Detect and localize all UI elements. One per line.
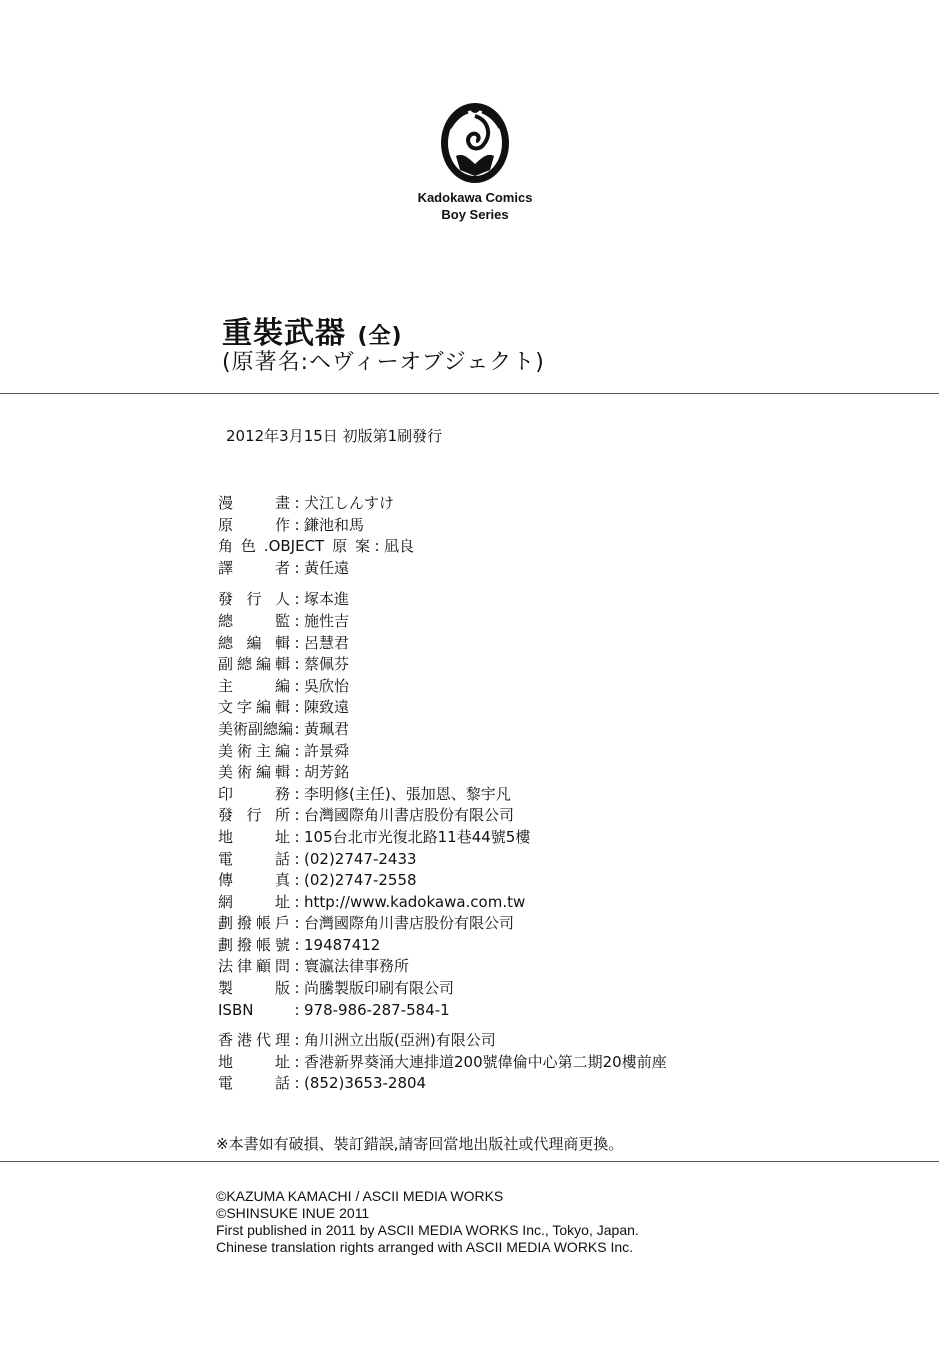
credit-row	[218, 978, 667, 1000]
credit-value: (02)2747-2433	[304, 849, 417, 868]
credit-value: 施性吉	[304, 611, 350, 630]
book-title-suffix: (全)	[357, 324, 403, 349]
credit-label: 劃撥帳號	[218, 935, 290, 954]
credit-label: 主編	[218, 676, 290, 695]
credit-row	[218, 784, 667, 806]
credit-row	[218, 633, 667, 655]
series-name: Boy Series	[441, 207, 509, 222]
credit-label: 電話	[218, 849, 290, 868]
credit-label: 角色.OBJECT原案	[218, 537, 370, 556]
credit-label: 網址	[218, 892, 290, 911]
credit-value: 塚本進	[304, 590, 350, 609]
credit-value: 黃珮君	[304, 719, 350, 738]
credit-row	[218, 805, 667, 827]
credit-separator: :	[294, 871, 300, 890]
credit-separator: :	[294, 633, 300, 652]
credit-label: 漫畫	[218, 494, 290, 512]
credit-row	[218, 741, 667, 763]
credit-separator: :	[374, 537, 380, 556]
credit-label: 法律顧問	[218, 957, 290, 976]
credits-group-creators	[218, 493, 667, 579]
phoenix-emblem-icon	[436, 98, 514, 188]
credit-value: 19487412	[304, 935, 381, 954]
credit-label: 香港代理	[218, 1031, 290, 1050]
credit-separator: :	[294, 558, 300, 577]
credit-separator: :	[294, 914, 300, 933]
credit-row	[218, 827, 667, 849]
credit-value: 胡芳銘	[304, 763, 350, 782]
credit-row	[218, 870, 667, 892]
credit-label: 地址	[218, 827, 290, 846]
credit-separator: :	[294, 515, 300, 534]
credit-row	[218, 654, 667, 676]
credit-value: 蔡佩芬	[304, 655, 350, 674]
credit-separator: :	[294, 655, 300, 674]
credit-separator: :	[294, 806, 300, 825]
credit-value: 犬江しんすけ	[304, 494, 395, 512]
credit-label: 發行所	[218, 806, 290, 825]
credits-group-hk-agent	[218, 1030, 667, 1095]
credit-label: 製版	[218, 979, 290, 998]
divider	[0, 393, 939, 394]
copyright-line: First published in 2011 by ASCII MEDIA WORKS Inc., Tokyo, Japan.	[216, 1222, 639, 1238]
credit-separator: :	[294, 590, 300, 609]
copyright-line: ©SHINSUKE INUE 2011	[216, 1205, 370, 1221]
credit-value: (02)2747-2558	[304, 871, 417, 890]
credit-row	[218, 493, 667, 515]
credit-separator: :	[294, 979, 300, 998]
credit-separator: :	[294, 494, 300, 512]
credit-row	[218, 935, 667, 957]
credit-row	[218, 719, 667, 741]
credit-label: 原作	[218, 515, 290, 534]
credit-value: 凪良	[384, 537, 415, 556]
credit-label: ISBN	[218, 1000, 254, 1019]
credit-value: 角川洲立出版(亞洲)有限公司	[304, 1031, 496, 1050]
credit-label: 美術編輯	[218, 763, 290, 782]
credit-separator: :	[294, 698, 300, 717]
credit-row	[218, 913, 667, 935]
publisher-brand: Kadokawa Comics	[417, 190, 533, 205]
credit-separator: :	[294, 892, 300, 911]
credit-value: 陳致遠	[304, 698, 350, 717]
original-title: (原著名:ヘヴィーオブジェクト)	[222, 350, 545, 375]
copyright-line: ©KAZUMA KAMACHI / ASCII MEDIA WORKS	[216, 1188, 504, 1204]
credit-row	[218, 697, 667, 719]
credit-row	[218, 849, 667, 871]
credits-group-publishing	[218, 589, 667, 1021]
credit-row	[218, 956, 667, 978]
credit-label: 發行人	[218, 590, 290, 609]
credit-separator: :	[294, 827, 300, 846]
credit-label: 總監	[218, 611, 290, 630]
credit-separator: :	[294, 676, 300, 695]
credit-label: 劃撥帳戶	[218, 914, 290, 933]
credit-row	[218, 1000, 667, 1022]
credit-separator: :	[294, 957, 300, 976]
credit-separator: :	[294, 1000, 300, 1019]
credit-separator: :	[294, 784, 300, 803]
credit-row	[218, 611, 667, 633]
credit-row	[218, 558, 667, 580]
credit-value: 黃任遠	[304, 558, 350, 577]
credit-value: 鎌池和馬	[304, 515, 365, 534]
credit-value: 香港新界葵涌大連排道200號偉倫中心第二期20樓前座	[304, 1052, 667, 1071]
credit-value: 台灣國際角川書店股份有限公司	[304, 806, 515, 825]
credit-label: 副總編輯	[218, 655, 290, 674]
credit-label: 文字編輯	[218, 698, 290, 717]
credit-value: 吳欣怡	[304, 676, 350, 695]
credit-value: 台灣國際角川書店股份有限公司	[304, 914, 515, 933]
credit-value: 105台北市光復北路11巷44號5樓	[304, 827, 531, 846]
credit-row	[218, 515, 667, 537]
credit-separator: :	[294, 763, 300, 782]
credit-value: 李明修(主任)、張加恩、黎宇凡	[304, 784, 511, 803]
credit-label: 美術副總編	[218, 719, 294, 738]
copyright-line: Chinese translation rights arranged with ASCII MEDIA WORKS Inc.	[216, 1239, 634, 1255]
edition-date: 2012年3月15日 初版第1刷發行	[226, 427, 443, 445]
book-title-text: 重裝武器	[222, 316, 346, 351]
credit-value: 許景舜	[304, 741, 350, 760]
credit-separator: :	[294, 719, 300, 738]
credit-separator: :	[294, 1074, 300, 1093]
credit-row	[218, 762, 667, 784]
credit-value: 978-986-287-584-1	[304, 1000, 450, 1019]
credit-row	[218, 536, 667, 558]
credit-row	[218, 1030, 667, 1052]
credit-value: 呂慧君	[304, 633, 350, 652]
credit-label: 地址	[218, 1052, 290, 1071]
credit-separator: :	[294, 849, 300, 868]
notice-text: ※本書如有破損、裝訂錯誤,請寄回當地出版社或代理商更換。	[216, 1135, 624, 1153]
credit-separator: :	[294, 611, 300, 630]
credit-separator: :	[294, 1031, 300, 1050]
credit-row	[218, 1052, 667, 1074]
credit-label: 印務	[218, 784, 290, 803]
copyright-block	[216, 1188, 639, 1256]
credit-row	[218, 892, 667, 914]
credit-value: http://www.kadokawa.com.tw	[304, 892, 526, 911]
credit-label: 電話	[218, 1074, 290, 1093]
credit-row	[218, 1073, 667, 1095]
divider	[0, 1161, 939, 1162]
credit-label: 譯者	[218, 558, 290, 577]
credit-separator: :	[294, 1052, 300, 1071]
credit-label: 總編輯	[218, 633, 290, 652]
credit-row	[218, 676, 667, 698]
credit-value: 寰瀛法律事務所	[304, 957, 410, 976]
credit-separator: :	[294, 935, 300, 954]
credits-block	[218, 493, 667, 1095]
credit-label: 美術主編	[218, 741, 290, 760]
credit-label: 傳真	[218, 871, 290, 890]
credit-value: (852)3653-2804	[304, 1074, 427, 1093]
credit-row	[218, 589, 667, 611]
credit-value: 尚騰製版印刷有限公司	[304, 979, 455, 998]
credit-separator: :	[294, 741, 300, 760]
